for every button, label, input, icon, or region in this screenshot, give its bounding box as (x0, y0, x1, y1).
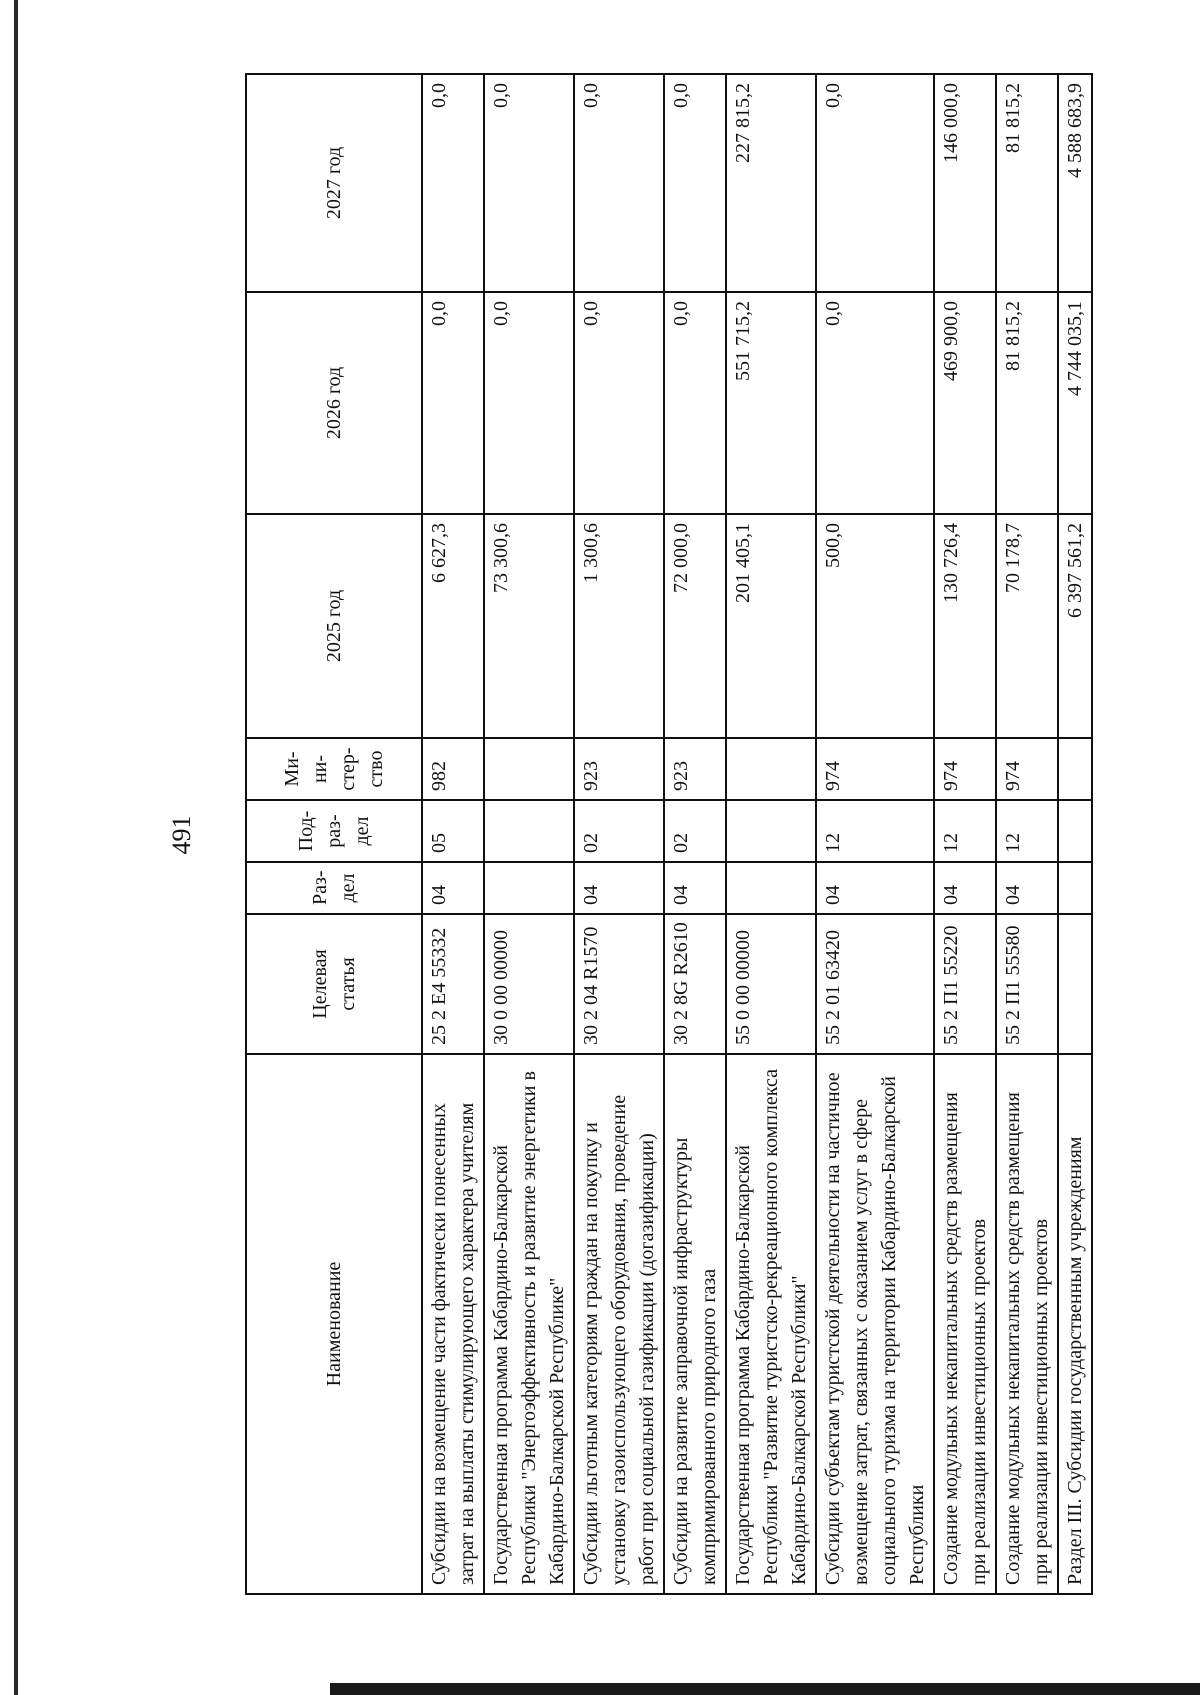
cell-section (484, 862, 574, 914)
cell-subsection: 12 (934, 800, 996, 862)
cell-2027: 81 815,2 (996, 74, 1058, 292)
cell-target: 55 0 00 00000 (726, 914, 816, 1054)
cell-name: Государственная программа Кабардино-Балкарской Республики "Энергоэффективность и развитие энергетики в Кабардино-Балкарской Республике" (484, 1054, 574, 1594)
cell-2025: 73 300,6 (484, 514, 574, 738)
cell-2025: 70 178,7 (996, 514, 1058, 738)
cell-ministry: 923 (664, 738, 726, 800)
cell-2026: 81 815,2 (996, 292, 1058, 514)
cell-ministry (1058, 738, 1092, 800)
table-row (574, 74, 664, 1594)
cell-2027: 4 588 683,9 (1058, 74, 1092, 292)
cell-2026: 551 715,2 (726, 292, 816, 514)
cell-2026: 469 900,0 (934, 292, 996, 514)
table-row (422, 74, 484, 1594)
scan-bottom-bar (330, 1683, 1200, 1695)
cell-name: Создание модульных некапитальных средств размещения при реализации инвестиционных проектов (996, 1054, 1058, 1594)
cell-name: Раздел III. Субсидии государственным учреждениям (1058, 1054, 1092, 1594)
rotated-page (150, 75, 1086, 1595)
cell-name: Государственная программа Кабардино-Балкарской Республики "Развитие туристско-рекреационного комплекса Кабардино-Балкарской Республики" (726, 1054, 816, 1594)
cell-name: Создание модульных некапитальных средств размещения при реализации инвестиционных проектов (934, 1054, 996, 1594)
cell-subsection: 12 (816, 800, 934, 862)
cell-section: 04 (422, 862, 484, 914)
cell-subsection: 05 (422, 800, 484, 862)
cell-target: 55 2 П1 55580 (996, 914, 1058, 1054)
cell-ministry: 974 (996, 738, 1058, 800)
cell-2025: 6 627,3 (422, 514, 484, 738)
cell-2025: 6 397 561,2 (1058, 514, 1092, 738)
header-name: Наименование (246, 1054, 422, 1594)
cell-target: 30 0 00 00000 (484, 914, 574, 1054)
cell-target: 25 2 Е4 55332 (422, 914, 484, 1054)
cell-2026: 0,0 (664, 292, 726, 514)
table-row (816, 74, 934, 1594)
header-2027: 2027 год (246, 74, 422, 292)
cell-2026: 4 744 035,1 (1058, 292, 1092, 514)
cell-target (1058, 914, 1092, 1054)
cell-name: Субсидии на развитие заправочной инфраструктуры компримированного природного газа (664, 1054, 726, 1594)
header-subsection: Под-раз-дел (246, 800, 422, 862)
cell-target: 30 2 8G R2610 (664, 914, 726, 1054)
cell-2027: 146 000,0 (934, 74, 996, 292)
cell-section (726, 862, 816, 914)
cell-target: 55 2 01 63420 (816, 914, 934, 1054)
cell-subsection: 02 (574, 800, 664, 862)
cell-target: 30 2 04 R1570 (574, 914, 664, 1054)
page-number: 491 (167, 815, 196, 855)
header-2026: 2026 год (246, 292, 422, 514)
cell-2027: 0,0 (816, 74, 934, 292)
cell-2027: 227 815,2 (726, 74, 816, 292)
scan-left-edge (14, 0, 18, 1695)
header-2025: 2025 год (246, 514, 422, 738)
cell-2026: 0,0 (422, 292, 484, 514)
header-target: Целевая статья (246, 914, 422, 1054)
cell-section: 04 (816, 862, 934, 914)
cell-2027: 0,0 (422, 74, 484, 292)
cell-2025: 201 405,1 (726, 514, 816, 738)
cell-2027: 0,0 (484, 74, 574, 292)
cell-name: Субсидии на возмещение части фактически понесенных затрат на выплаты стимулирующего характера учителям (422, 1054, 484, 1594)
table-row (664, 74, 726, 1594)
table-row (996, 74, 1058, 1594)
table-row (934, 74, 996, 1594)
header-section: Раз-дел (246, 862, 422, 914)
cell-subsection (1058, 800, 1092, 862)
cell-ministry: 982 (422, 738, 484, 800)
cell-section (1058, 862, 1092, 914)
cell-ministry (726, 738, 816, 800)
cell-subsection: 02 (664, 800, 726, 862)
cell-2026: 0,0 (574, 292, 664, 514)
header-ministry: Ми-ни-стер-ство (246, 738, 422, 800)
cell-2025: 500,0 (816, 514, 934, 738)
cell-2026: 0,0 (816, 292, 934, 514)
cell-section: 04 (664, 862, 726, 914)
cell-name: Субсидии субъектам туристской деятельности на частичное возмещение затрат, связанных с оказанием услуг в сфере социального туризма на территории Кабардино-Балкарской Республики (816, 1054, 934, 1594)
cell-section: 04 (574, 862, 664, 914)
table-row-total (1058, 74, 1092, 1594)
cell-ministry: 974 (816, 738, 934, 800)
budget-table (245, 73, 1093, 1595)
cell-section: 04 (934, 862, 996, 914)
cell-subsection (726, 800, 816, 862)
table-row (726, 74, 816, 1594)
cell-target: 55 2 П1 55220 (934, 914, 996, 1054)
cell-ministry: 923 (574, 738, 664, 800)
cell-ministry: 974 (934, 738, 996, 800)
cell-2025: 1 300,6 (574, 514, 664, 738)
cell-2025: 130 726,4 (934, 514, 996, 738)
cell-2027: 0,0 (574, 74, 664, 292)
table-row (484, 74, 574, 1594)
cell-subsection (484, 800, 574, 862)
cell-2027: 0,0 (664, 74, 726, 292)
cell-ministry (484, 738, 574, 800)
cell-section: 04 (996, 862, 1058, 914)
cell-subsection: 12 (996, 800, 1058, 862)
cell-name: Субсидии льготным категориям граждан на покупку и установку газоиспользующего оборудования, проведение работ при социальной газификации (догазификации) (574, 1054, 664, 1594)
cell-2026: 0,0 (484, 292, 574, 514)
header-row (246, 74, 422, 1594)
cell-2025: 72 000,0 (664, 514, 726, 738)
